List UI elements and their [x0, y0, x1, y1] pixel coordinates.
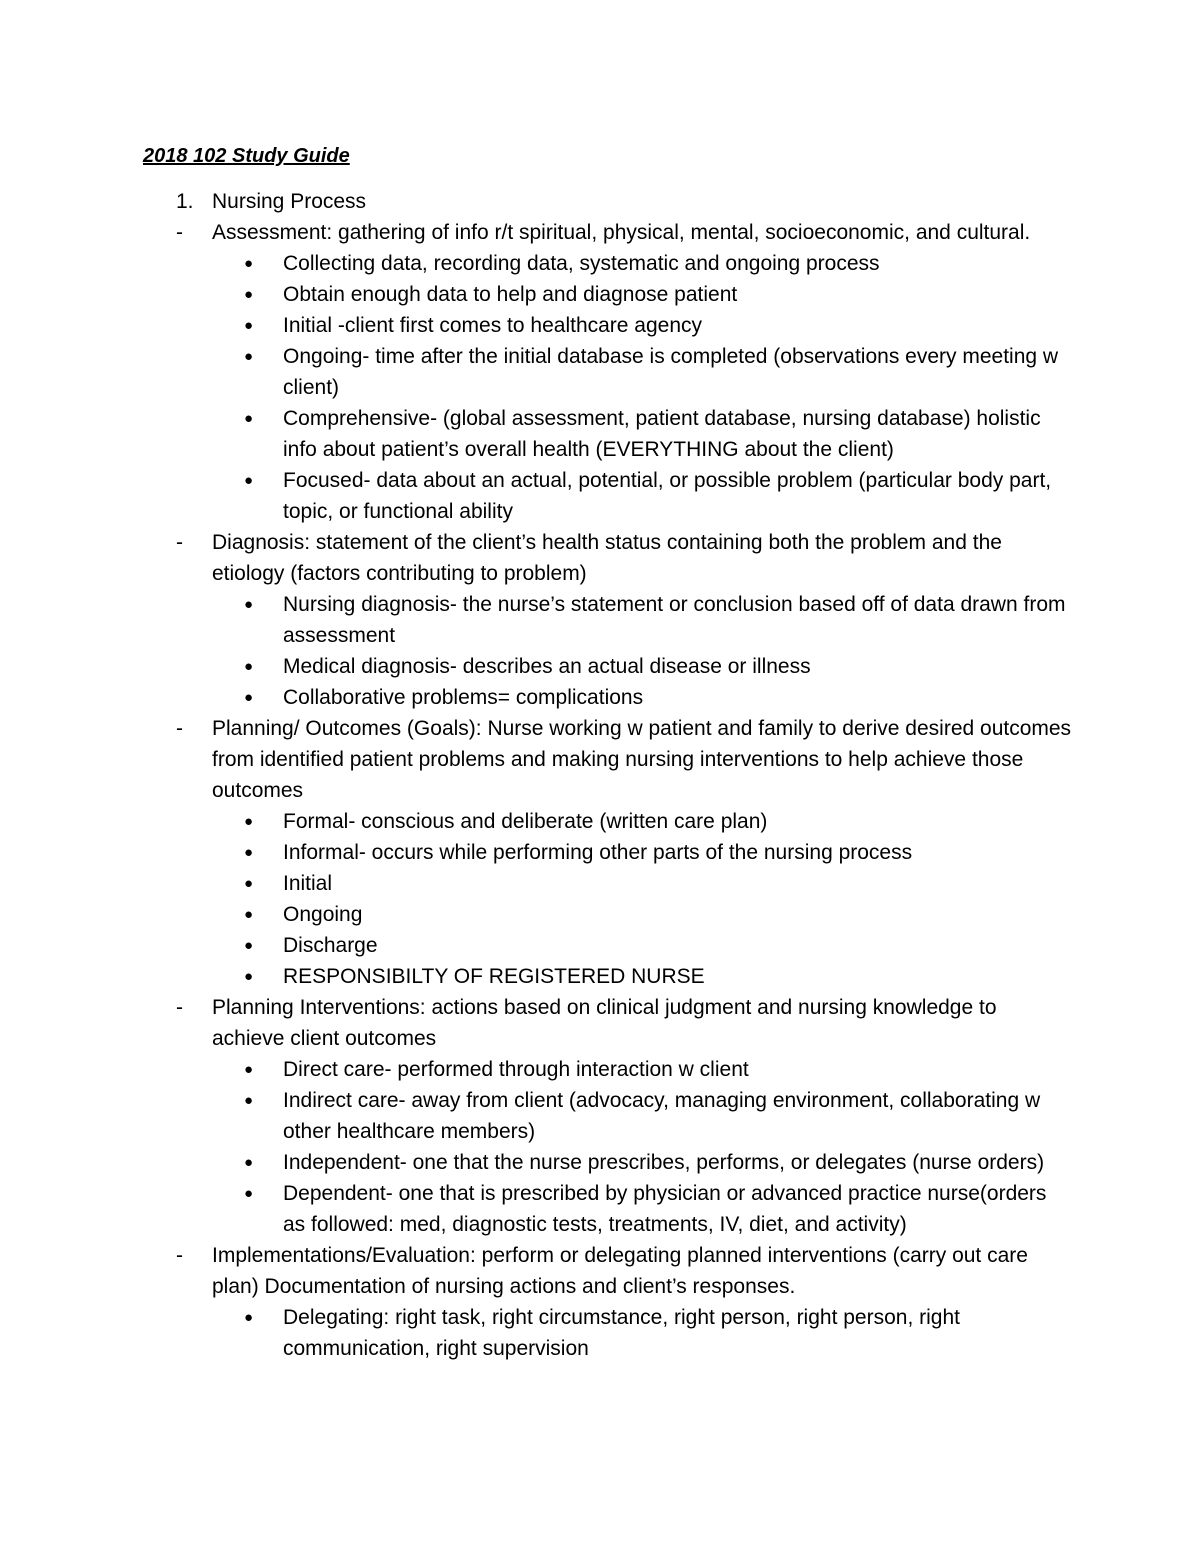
item-text: Implementations/Evaluation: perform or delegating planned interventions (carry out care plan) Documentation of nursing actions and client’s responses. — [212, 1244, 1028, 1298]
bullet-marker: ● — [244, 1092, 254, 1109]
item-text: Diagnosis: statement of the client’s health status containing both the problem and the etiology (factors contributing to problem) — [212, 531, 1002, 585]
section-number: 1. — [176, 190, 194, 213]
bullet-marker: ● — [244, 658, 254, 675]
topic-item — [0, 217, 1072, 248]
bullet-item — [0, 899, 1073, 930]
bullet-marker: ● — [244, 1309, 254, 1326]
item-text: Nursing diagnosis- the nurse’s statement or conclusion based off of data drawn from assessment — [283, 593, 1066, 647]
dash-marker: - — [176, 221, 183, 244]
bullet-item — [0, 341, 1073, 403]
item-text: Focused- data about an actual, potential, or possible problem (particular body part, topic, or functional ability — [283, 469, 1052, 523]
bullet-item — [0, 279, 1073, 310]
item-text: Formal- conscious and deliberate (written care plan) — [283, 810, 768, 833]
item-text: Indirect care- away from client (advocacy, managing environment, collaborating w other healthcare members) — [283, 1089, 1041, 1143]
bullet-marker: ● — [244, 844, 254, 861]
item-text: Collaborative problems= complications — [283, 686, 644, 709]
bullet-item — [0, 1302, 1073, 1364]
item-text: Informal- occurs while performing other parts of the nursing process — [283, 841, 913, 864]
bullet-marker: ● — [244, 1061, 254, 1078]
bullet-marker: ● — [244, 968, 254, 985]
bullet-item — [0, 961, 1073, 992]
bullet-item — [0, 589, 1073, 651]
item-text: Planning/ Outcomes (Goals): Nurse working w patient and family to derive desired outcomes from identified patient problems and making nursing interventions to help achieve those outcomes — [212, 717, 1072, 802]
bullet-marker: ● — [244, 1154, 254, 1171]
bullet-marker: ● — [244, 937, 254, 954]
bullet-marker: ● — [244, 906, 254, 923]
dash-marker: - — [176, 1244, 183, 1267]
section-heading-text: Nursing Process — [212, 190, 367, 213]
bullet-item — [0, 806, 1073, 837]
bullet-marker: ● — [244, 348, 254, 365]
bullet-item — [0, 1147, 1073, 1178]
bullet-item — [0, 1085, 1073, 1147]
item-text: RESPONSIBILTY OF REGISTERED NURSE — [283, 965, 705, 988]
bullet-item — [0, 403, 1073, 465]
bullet-item — [0, 868, 1073, 899]
bullet-marker: ● — [244, 286, 254, 303]
bullet-item — [0, 682, 1073, 713]
item-text: Independent- one that the nurse prescribes, performs, or delegates (nurse orders) — [283, 1151, 1045, 1174]
section-heading — [0, 186, 1200, 217]
dash-marker: - — [176, 717, 183, 740]
bullet-item — [0, 837, 1073, 868]
topic-item — [0, 713, 1072, 806]
item-text: Initial -client first comes to healthcare agency — [283, 314, 703, 337]
item-text: Direct care- performed through interaction w client — [283, 1058, 749, 1081]
topic-item — [0, 1240, 1072, 1302]
topic-item — [0, 992, 1072, 1054]
item-text: Initial — [283, 872, 333, 895]
item-text: Delegating: right task, right circumstance, right person, right person, right communication, right supervision — [283, 1306, 960, 1360]
item-text: Dependent- one that is prescribed by physician or advanced practice nurse(orders as followed: med, diagnostic tests, treatments, IV, diet, and activity) — [283, 1182, 1047, 1236]
bullet-item — [0, 465, 1073, 527]
bullet-item — [0, 930, 1073, 961]
bullet-marker: ● — [244, 1185, 254, 1202]
bullet-item — [0, 651, 1073, 682]
bullet-item — [0, 1178, 1073, 1240]
item-text: Collecting data, recording data, systematic and ongoing process — [283, 252, 880, 275]
topic-item — [0, 527, 1072, 589]
bullet-marker: ● — [244, 255, 254, 272]
item-text: Planning Interventions: actions based on clinical judgment and nursing knowledge to achieve client outcomes — [212, 996, 997, 1050]
bullet-item — [0, 1054, 1073, 1085]
item-text: Assessment: gathering of info r/t spiritual, physical, mental, socioeconomic, and cultural. — [212, 221, 1031, 244]
dash-marker: - — [176, 531, 183, 554]
outline-list — [0, 217, 1200, 1364]
item-text: Discharge — [283, 934, 378, 957]
document-body — [0, 186, 1200, 1364]
item-text: Comprehensive- (global assessment, patient database, nursing database) holistic info about patient’s overall health (EVERYTHING about the client) — [283, 407, 1041, 461]
item-text: Medical diagnosis- describes an actual disease or illness — [283, 655, 811, 678]
bullet-item — [0, 248, 1073, 279]
bullet-item — [0, 310, 1073, 341]
bullet-marker: ● — [244, 410, 254, 427]
dash-marker: - — [176, 996, 183, 1019]
bullet-marker: ● — [244, 689, 254, 706]
bullet-marker: ● — [244, 596, 254, 613]
document-title: 2018 102 Study Guide — [143, 145, 350, 167]
bullet-marker: ● — [244, 317, 254, 334]
item-text: Obtain enough data to help and diagnose patient — [283, 283, 738, 306]
item-text: Ongoing- time after the initial database is completed (observations every meeting w client) — [283, 345, 1059, 399]
bullet-marker: ● — [244, 813, 254, 830]
item-text: Ongoing — [283, 903, 363, 926]
bullet-marker: ● — [244, 472, 254, 489]
bullet-marker: ● — [244, 875, 254, 892]
